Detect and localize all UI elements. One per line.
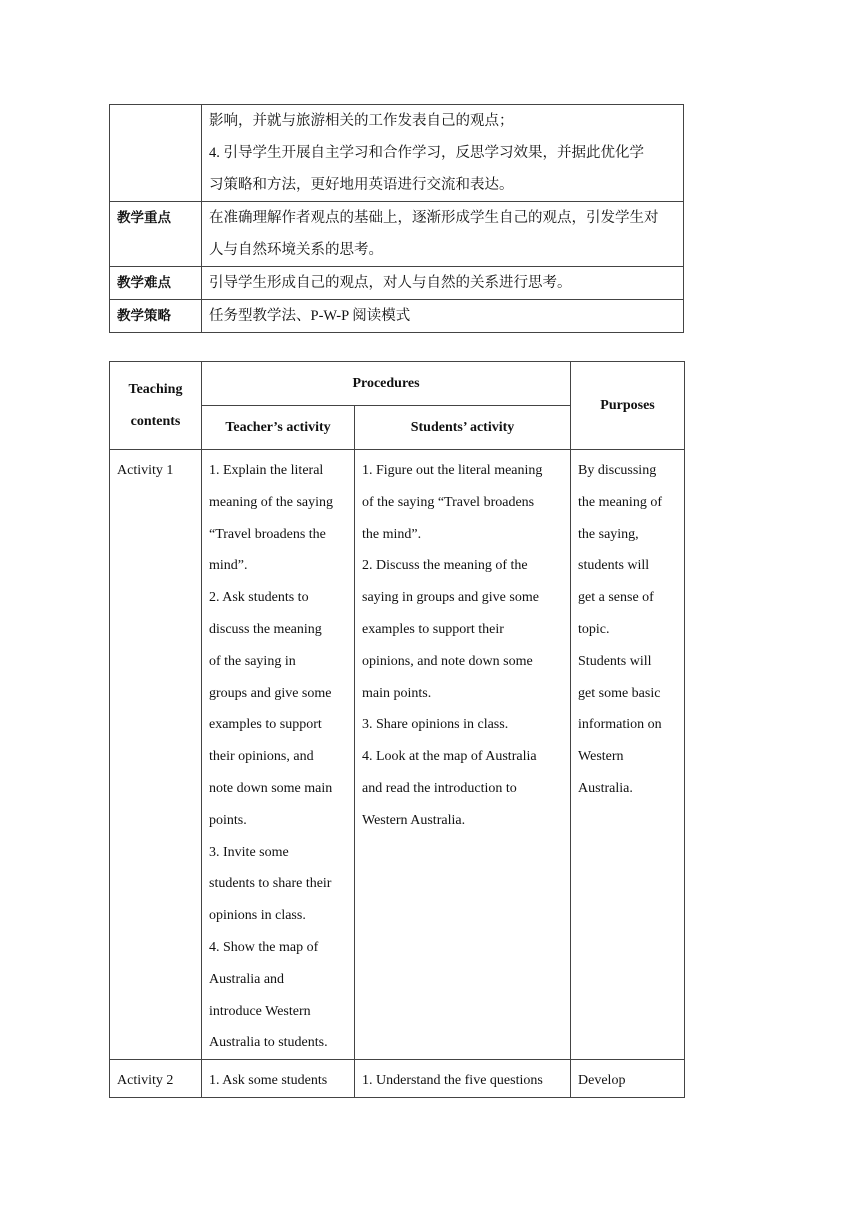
content-line: 习策略和方法，更好地用英语进行交流和表达。 [209, 177, 514, 193]
table-row [110, 202, 684, 267]
row-label [110, 105, 202, 202]
header-teaching-contents: Teaching contents [110, 362, 202, 450]
teaching-info-table [109, 104, 684, 333]
content-line: 在准确理解作者观点的基础上，逐渐形成学生自己的观点，引发学生对 [209, 210, 659, 226]
table-row [110, 300, 684, 333]
cell-teacher-activity: 1. Explain the literal meaning of the saying “Travel broadens the mind”. 2. Ask students to discuss the meaning of the saying in groups and give some examples to support their opinions, and note down some main points. 3. Invite some students to share their opinions in class. 4. Show the map of Australia and introduce Western Australia to students. [202, 450, 355, 1060]
table-row [110, 105, 684, 202]
row-content [202, 267, 684, 300]
row-content [202, 202, 684, 267]
content-line: 引导学生形成自己的观点，对人与自然的关系进行思考。 [209, 275, 572, 291]
content-line: 4. 引导学生开展自主学习和合作学习，反思学习效果，并据此优化学 [209, 145, 644, 161]
content-line: 任务型教学法、P-W-P 阅读模式 [209, 308, 411, 324]
row-label-teaching-strategy: 教学策略 [110, 300, 202, 333]
cell-students-activity: 1. Understand the five questions [355, 1060, 571, 1098]
row-content [202, 300, 684, 333]
header-purposes: Purposes [571, 362, 685, 450]
cell-purposes: By discussing the meaning of the saying, students will get a sense of topic. Students will get some basic information on Western Australia. [571, 450, 685, 1060]
row-label-teaching-difficulty: 教学难点 [110, 267, 202, 300]
procedure-table [109, 361, 685, 1098]
cell-purposes: Develop [571, 1060, 685, 1098]
table-row [110, 1060, 685, 1098]
header-procedures: Procedures [202, 362, 571, 406]
header-students-activity: Students’ activity [355, 406, 571, 450]
cell-teaching-content: Activity 2 [110, 1060, 202, 1098]
content-line: 影响，并就与旅游相关的工作发表自己的观点； [209, 113, 514, 129]
header-teacher-activity: Teacher’s activity [202, 406, 355, 450]
table-row [110, 267, 684, 300]
cell-teacher-activity: 1. Ask some students [202, 1060, 355, 1098]
cell-teaching-content: Activity 1 [110, 450, 202, 1060]
content-line: 人与自然环境关系的思考。 [209, 242, 383, 258]
cell-students-activity: 1. Figure out the literal meaning of the saying “Travel broadens the mind”. 2. Discuss the meaning of the saying in groups and give some examples to support their opinions, and note down some main points. 3. Share opinions in class. 4. Look at the map of Australia and read the introduction to Western Australia. [355, 450, 571, 1060]
table-row [110, 450, 685, 1060]
row-content [202, 105, 684, 202]
row-label-teaching-focus: 教学重点 [110, 202, 202, 267]
